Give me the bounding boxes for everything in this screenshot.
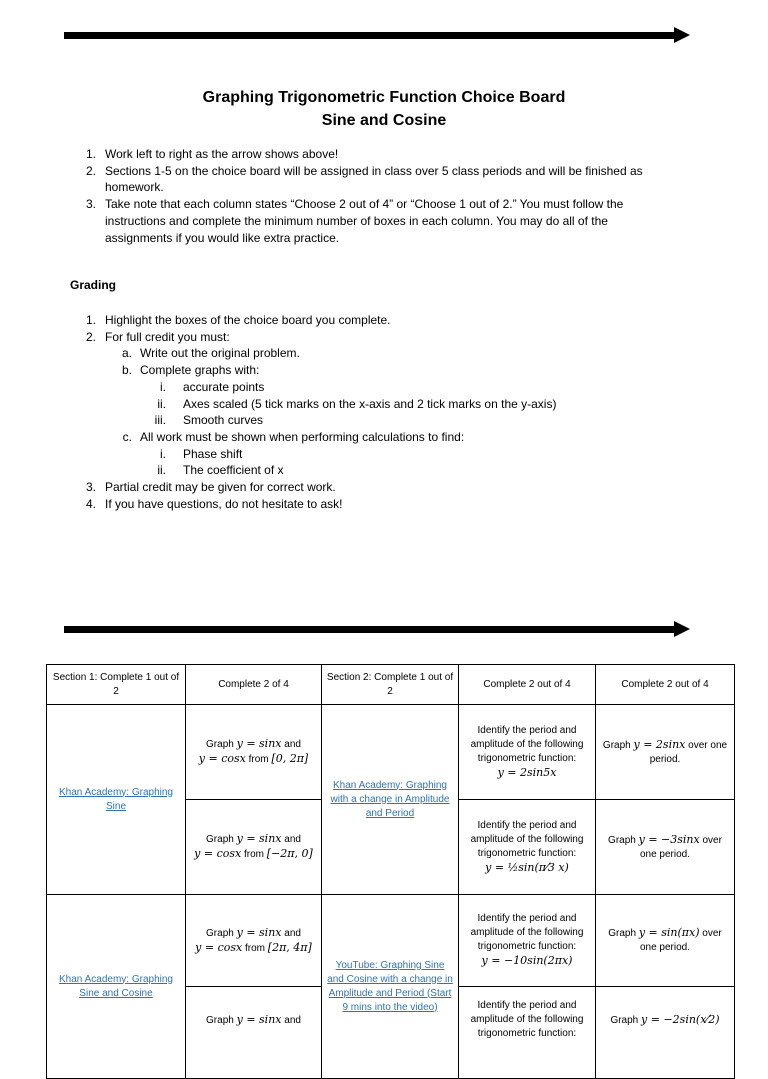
list-item-continuation: [70, 179, 643, 196]
list-item-continuation: [70, 230, 643, 247]
choice-box[interactable]: [459, 705, 596, 800]
cell-text: Graph: [602, 739, 634, 751]
list-item: [70, 412, 556, 429]
cell-text: and: [281, 927, 301, 939]
equation: y = cosx: [194, 847, 242, 860]
cell-text: Graph: [608, 928, 639, 939]
column-header: Complete 2 of 4: [186, 665, 322, 705]
list-marker: 1.: [85, 313, 96, 327]
interval: [0, 2π]: [271, 752, 309, 765]
khan-academy-sine-cosine-link[interactable]: Khan Academy: Graphing Sine and Cosine: [59, 973, 173, 999]
cell-text: Graph: [608, 834, 639, 846]
list-item-text: instructions and complete the minimum number of boxes in each column. You may do all of the: [105, 213, 608, 228]
list-item: [70, 329, 556, 346]
list-item: [70, 496, 556, 513]
list-item-text: Highlight the boxes of the choice board you complete.: [105, 313, 391, 327]
column-header: Complete 2 out of 4: [459, 665, 596, 705]
list-item: [70, 396, 556, 413]
list-marker: i.: [160, 446, 166, 461]
list-item-continuation: [70, 213, 643, 230]
list-marker: i.: [160, 379, 166, 394]
cell-text: and: [281, 834, 301, 845]
cell-text: from: [241, 849, 267, 860]
top-arrow: [64, 27, 690, 43]
cell-text: Graph: [206, 1015, 237, 1026]
page-subtitle: Sine and Cosine: [321, 112, 447, 129]
list-marker: b.: [121, 363, 132, 378]
page-title: Graphing Trigonometric Function Choice Board: [202, 89, 566, 106]
equation: y = 2sinx: [633, 737, 686, 751]
youtube-video-link[interactable]: YouTube: Graphing Sine and Cosine with a change in Amplitude and Period (Start 9 mins into the video): [327, 959, 453, 1013]
column-header: Section 1: Complete 1 out of 2: [47, 665, 186, 705]
list-item-text: The coefficient of x: [183, 463, 284, 478]
list-item-text: Phase shift: [183, 446, 243, 461]
column-header: Section 2: Complete 1 out of 2: [322, 665, 459, 705]
interval: [−2π, 0]: [266, 847, 313, 860]
khan-academy-graphing-sine-link[interactable]: Khan Academy: Graphing Sine: [59, 786, 173, 812]
cell-text: and: [281, 739, 301, 750]
table-row: [47, 705, 735, 800]
cell-text: from: [242, 942, 268, 954]
equation: y = 2sin5x: [497, 765, 557, 779]
cell-text: Identify the period and amplitude of the following trigonometric function:: [470, 819, 584, 859]
equation: y = cosx: [195, 940, 243, 954]
cell-text: from: [245, 754, 272, 765]
choice-box[interactable]: [186, 987, 322, 1079]
equation: y = sinx: [236, 925, 282, 939]
list-item-text: Sections 1-5 on the choice board will be assigned in class over 5 class periods and will be finished as: [105, 163, 643, 178]
list-marker: iii.: [154, 413, 166, 428]
cell-text: and: [281, 1015, 301, 1026]
interval: [2π, 4π]: [267, 940, 312, 954]
cell-text: over one period.: [649, 739, 728, 765]
list-item-text: Axes scaled (5 tick marks on the x-axis and 2 tick marks on the y-axis): [183, 396, 557, 411]
list-item-text: Work left to right as the arrow shows above!: [105, 147, 339, 161]
equation: y = sin(πx): [638, 926, 700, 939]
equation: y = sinx: [236, 1013, 282, 1026]
list-item-text: assignments if you would like extra practice.: [105, 230, 340, 245]
arrow-head-icon: [674, 27, 690, 43]
list-marker: 3.: [85, 480, 96, 495]
khan-academy-amplitude-period-link[interactable]: Khan Academy: Graphing with a change in Amplitude and Period: [330, 779, 450, 819]
cell-text: Graph: [206, 739, 237, 750]
choice-box[interactable]: [186, 895, 322, 987]
equation: y = −3sinx: [638, 832, 700, 846]
choice-box[interactable]: [596, 987, 735, 1079]
choice-box[interactable]: [459, 895, 596, 987]
list-item: [70, 163, 643, 180]
choice-box[interactable]: [186, 705, 322, 800]
column-header: Complete 2 out of 4: [596, 665, 735, 705]
list-item: [70, 429, 556, 446]
table-row: [47, 895, 735, 987]
list-marker: a.: [121, 346, 132, 361]
list-item-text: Take note that each column states “Choose 2 out of 4” or “Choose 1 out of 2.” You must follow the: [105, 197, 624, 212]
list-item: [70, 462, 556, 479]
list-item: [70, 379, 556, 396]
cell-text: over one period.: [639, 928, 722, 953]
choice-box[interactable]: [459, 800, 596, 895]
list-item-text: homework.: [105, 180, 164, 195]
cell-text: over one period.: [639, 834, 722, 860]
cell-text: Identify the period and amplitude of the following trigonometric function:: [470, 1000, 584, 1039]
list-item-text: All work must be shown when performing calculations to find:: [140, 429, 465, 444]
list-item-text: Complete graphs with:: [140, 363, 260, 378]
list-item: [70, 312, 556, 329]
list-item: [70, 196, 643, 213]
equation: y = sinx: [236, 737, 282, 750]
arrow-shaft: [64, 626, 674, 633]
cell-text: Graph: [610, 1015, 642, 1026]
equation: y = −10sin(2πx): [481, 954, 573, 967]
list-marker: 2.: [85, 329, 96, 344]
choice-box[interactable]: [596, 800, 735, 895]
list-item-text: If you have questions, do not hesitate to ask!: [105, 496, 343, 511]
table-cell: [47, 895, 186, 1079]
equation: y = cosx: [198, 752, 246, 765]
equation: y = ½sin(π⁄3 x): [485, 860, 569, 874]
list-item: [70, 345, 556, 362]
list-item: [70, 146, 643, 163]
choice-box[interactable]: [596, 705, 735, 800]
cell-text: Identify the period and amplitude of the following trigonometric function:: [470, 913, 584, 952]
list-marker: 1.: [85, 147, 96, 161]
list-item: [70, 362, 556, 379]
list-item-text: accurate points: [183, 379, 265, 394]
list-marker: ii.: [157, 463, 166, 478]
list-item-text: Write out the original problem.: [140, 346, 300, 361]
table-cell: [47, 705, 186, 895]
cell-text: Graph: [206, 927, 237, 939]
grading-list: [70, 312, 556, 512]
choice-board-table: [46, 664, 735, 1079]
equation: y = sinx: [236, 832, 282, 845]
list-item-text: Partial credit may be given for correct work.: [105, 480, 336, 495]
list-marker: ii.: [157, 396, 166, 411]
list-marker: 2.: [85, 163, 96, 178]
list-item: [70, 479, 556, 496]
list-item-text: Smooth curves: [183, 413, 264, 428]
list-marker: c.: [122, 429, 132, 444]
grading-heading: Grading: [70, 278, 117, 292]
table-cell: [322, 895, 459, 1079]
list-marker: 3.: [85, 197, 96, 212]
choice-box[interactable]: [186, 800, 322, 895]
instructions-list: [70, 146, 643, 246]
list-item: [70, 446, 556, 463]
list-marker: 4.: [85, 496, 96, 511]
cell-text: Identify the period and amplitude of the following trigonometric function:: [470, 724, 584, 764]
choice-box[interactable]: [459, 987, 596, 1079]
choice-box[interactable]: [596, 895, 735, 987]
cell-text: Graph: [206, 834, 237, 845]
table-cell: [322, 705, 459, 895]
equation: y = −2sin(x⁄2): [641, 1013, 720, 1026]
list-item-text: For full credit you must:: [105, 329, 230, 344]
arrow-shaft: [64, 32, 674, 39]
arrow-head-icon: [674, 621, 690, 637]
table-header-row: [47, 665, 735, 705]
middle-arrow: [64, 621, 690, 637]
